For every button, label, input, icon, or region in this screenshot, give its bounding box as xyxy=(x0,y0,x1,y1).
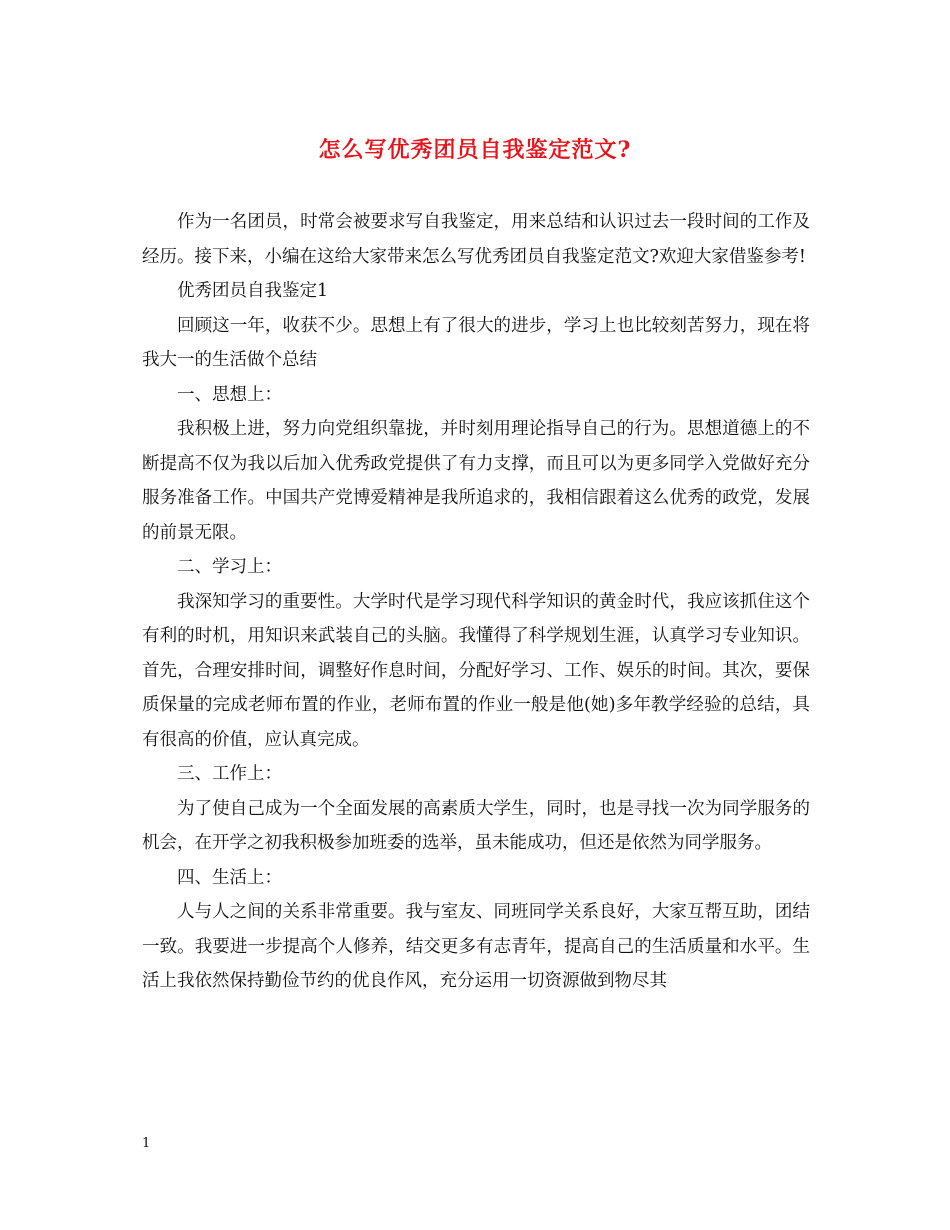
life-paragraph: 人与人之间的关系非常重要。我与室友、同班同学关系良好，大家互帮互助，团结一致。我要进一步提高个人修养，结交更多有志青年，提高自己的生活质量和水平。生活上我依然保持勤俭节约的优良作风，充分运用一切资源做到物尽其 xyxy=(142,902,810,991)
study-paragraph: 我深知学习的重要性。大学时代是学习现代科学知识的黄金时代，我应该抓住这个有利的时机，用知识来武装自己的头脑。我懂得了科学规划生涯，认真学习专业知识。首先，合理安排时间，调整好作息时间，分配好学习、工作、娱乐的时间。其次，要保质保量的完成老师布置的作业，老师布置的作业一般是他(她)多年教学经验的总结，具有很高的价值，应认真完成。 xyxy=(142,591,810,750)
subheading-life: 四、生活上： xyxy=(177,867,282,888)
subheading-study: 二、学习上： xyxy=(177,557,282,577)
thought-paragraph: 我积极上进，努力向党组织靠拢，并时刻用理论指导自己的行为。思想道德上的不断提高不仅为我以后加入优秀政党提供了有力支撑，而且可以为更多同学入党做好充分服务准备工作。中国共产党博爱精神是我所追求的，我相信跟着这么优秀的政党，发展的前景无限。 xyxy=(142,419,810,543)
summary-paragraph: 回顾这一年，收获不少。思想上有了很大的进步，学习上也比较刻苦努力，现在将我大一的生活做个总结 xyxy=(142,315,810,370)
section-heading-1: 优秀团员自我鉴定1 xyxy=(177,281,329,301)
document-title: 怎么写优秀团员自我鉴定范文? xyxy=(318,137,632,163)
intro-paragraph: 作为一名团员，时常会被要求写自我鉴定，用来总结和认识过去一段时间的工作及经历。接下来，小编在这给大家带来怎么写优秀团员自我鉴定范文?欢迎大家借鉴参考! xyxy=(142,212,810,267)
subheading-work: 三、工作上： xyxy=(177,764,282,784)
subheading-thought: 一、思想上： xyxy=(177,384,282,405)
work-paragraph: 为了使自己成为一个全面发展的高素质大学生，同时，也是寻找一次为同学服务的机会，在开学之初我积极参加班委的选举，虽未能成功，但还是依然为同学服务。 xyxy=(142,798,810,853)
document-body xyxy=(142,205,810,999)
page-number: 1 xyxy=(142,1136,151,1151)
